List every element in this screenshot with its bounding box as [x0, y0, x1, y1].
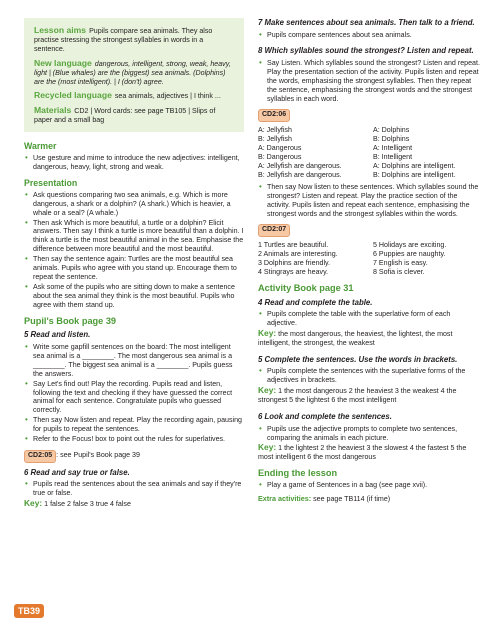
sentence-item: 8 Sofia is clever. — [373, 268, 425, 277]
dialogue-line: A: Dolphins are intelligent. — [373, 161, 456, 170]
activity-book-heading: Activity Book page 31 — [258, 282, 354, 293]
exercise-5-bullet-2: • Say Let's find out! Play the recording. Pupils read and listen, following the text and checking if they have guessed the correct animal for each sentence. Congratulate pupils who guessed correctly. — [33, 380, 244, 416]
materials-label: Materials — [34, 105, 72, 116]
presentation-bullet-4: • Ask some of the pupils who are sitting down to make a sentence about the sea animal they think is the most beautiful. Pupils who agree with them stand up. — [33, 283, 244, 310]
key-answers: 1 false 2 false 3 true 4 false — [44, 500, 131, 509]
exercise-8-list — [258, 59, 480, 104]
cd-track-tag: CD2:07 — [258, 224, 290, 237]
ending-list — [258, 481, 480, 490]
presentation-bullet-1: • Ask questions comparing two sea animals, e.g. Which is more dangerous, a shark or a dolphin? (A shark.) Which is heavier, a whale or a seal? (A whale.) — [33, 191, 244, 218]
ab-exercise-4-list — [258, 310, 480, 328]
extra-activities-label: Extra activities: — [258, 494, 312, 504]
key-label: Key: — [258, 328, 277, 339]
warmer-bullet: • Use gesture and mime to introduce the new adjectives: intelligent, dangerous, heavy, light, strong and weak. — [33, 154, 244, 172]
ab-exercise-5-title: 5 Complete the sentences. Use the words in brackets. — [258, 354, 458, 364]
lesson-aims-text: Pupils compare sea animals. They also practise stressing the strongest syllables in words in a sentence. — [34, 27, 213, 53]
sentence-item: 6 Puppies are naughty. — [373, 250, 446, 259]
exercise-6-bullet: • Pupils read the sentences about the sea animals and say if they're true or false. — [33, 480, 244, 498]
cd-track-note: : see Pupil's Book page 39 — [56, 450, 140, 459]
exercise-7-list — [258, 31, 480, 40]
dialogue-line: B: Intelligent — [373, 153, 413, 162]
dialogue-line: B: Dolphins are intelligent. — [373, 170, 456, 179]
exercise-6-list — [24, 480, 244, 498]
sentence-item: 5 Holidays are exciting. — [373, 241, 447, 250]
warmer-heading: Warmer — [24, 141, 57, 152]
dialogue-line: B: Dangerous — [258, 153, 302, 162]
materials-text: CD2 | Word cards: see page TB105 | Slips of paper and a small bag — [34, 107, 216, 125]
pupils-book-heading: Pupil's Book page 39 — [24, 315, 117, 326]
exercise-5-list — [24, 343, 244, 444]
exercise-6-key — [24, 499, 244, 509]
exercise-7-title: 7 Make sentences about sea animals. Then talk to a friend. — [258, 18, 475, 27]
recycled-language-label: Recycled language — [34, 90, 112, 101]
ending-heading: Ending the lesson — [258, 468, 338, 479]
exercise-5-bullet-3: • Then say Now listen and repeat. Play the recording again, pausing for pupils to repeat the sentences. — [33, 416, 244, 434]
dialogue-grid — [258, 126, 480, 179]
lesson-summary-box — [24, 18, 244, 132]
right-column — [258, 18, 480, 504]
dialogue-line: A: Dangerous — [258, 144, 302, 153]
key-label: Key: — [258, 385, 277, 396]
dialogue-line: B: Jellyfish — [258, 135, 292, 144]
ab-exercise-4-key — [258, 329, 480, 348]
sentence-item: 7 English is easy. — [373, 259, 428, 268]
ab-exercise-6-bullet: • Pupils use the adjective prompts to complete two sentences, comparing the animals in each picture. — [267, 425, 480, 443]
presentation-list — [24, 191, 244, 310]
new-language-text: dangerous, intelligent, strong, weak, heavy, light | (Blue whales) are the (biggest) sea animals. (Dolphins) are the (most intelligent). | I (don't) agree. — [34, 59, 231, 86]
page-number: TB39 — [14, 604, 44, 618]
extra-activities-text: see page TB114 (if time) — [313, 495, 391, 504]
ab-exercise-6-list — [258, 425, 480, 443]
exercise-8-title: 8 Which syllables sound the strongest? Listen and repeat. — [258, 46, 474, 56]
cd-track-06-row — [258, 109, 480, 122]
dialogue-line: B: Dolphins — [373, 135, 410, 144]
new-language-label: New language — [34, 57, 92, 68]
warmer-list — [24, 154, 244, 172]
exercise-8-bullet: • Say Listen. Which syllables sound the strongest? Listen and repeat. Play the presentation section of the activity. Pupils listen and repeat the words, emphasising the strongest syllables. Then they repeat the sentence, emphasising the strongest words and the strongest syllables in each word. — [267, 59, 480, 104]
sentence-item: 1 Turtles are beautiful. — [258, 241, 329, 250]
cd-track-05-row — [24, 450, 244, 463]
recycled-language-text: sea animals, adjectives | I think ... — [114, 92, 221, 101]
ending-bullet: • Play a game of Sentences in a bag (see page xvii). — [267, 481, 480, 490]
exercise-5-title: 5 Read and listen. — [24, 330, 91, 340]
ab-exercise-4-title: 4 Read and complete the table. — [258, 297, 373, 307]
ab-exercise-5-key — [258, 386, 480, 405]
key-answers: 1 the most dangerous 2 the heaviest 3 the weakest 4 the strongest 5 the lightest 6 the most intelligent — [258, 387, 457, 405]
cd-track-07-row — [258, 224, 480, 237]
cd-track-tag: CD2:06 — [258, 109, 290, 122]
presentation-bullet-2: • Then ask Which is more beautiful, a turtle or a dolphin? Elicit answers. Then say I think a turtle is more beautiful than a dolphin. I think a turtle is the most beautiful animal in the sea. Emphasise the difference between more beautiful and the most beautiful. — [33, 219, 244, 255]
key-label: Key: — [258, 442, 277, 453]
presentation-heading: Presentation — [24, 177, 78, 188]
key-label: Key: — [24, 498, 43, 509]
lesson-aims-label: Lesson aims — [34, 25, 87, 35]
key-answers: the most dangerous, the heaviest, the lightest, the most intelligent, the strongest, the weakest — [258, 330, 453, 348]
sentence-item: 2 Animals are interesting. — [258, 250, 338, 259]
exercise-5-bullet-4: • Refer to the Focus! box to point out the rules for superlatives. — [33, 435, 244, 444]
sentence-item: 3 Dolphins are friendly. — [258, 259, 331, 268]
dialogue-line: A: Dolphins — [373, 126, 410, 135]
extra-activities — [258, 495, 480, 504]
sentence-item: 4 Stingrays are heavy. — [258, 268, 329, 277]
key-answers: 1 the lightest 2 the heaviest 3 the slowest 4 the fastest 5 the most intelligent 6 the most dangerous — [258, 444, 467, 462]
ab-exercise-5-list — [258, 367, 480, 385]
cd-track-tag: CD2:05 — [24, 450, 56, 463]
presentation-bullet-3: • Then say the sentence again: Turtles are the most beautiful sea animals. Pupils who agree with you stand up. Encourage them to repeat the sentence. — [33, 255, 244, 282]
exercise-8-bullet-2: • Then say Now listen to these sentences. Which syllables sound the strongest? Listen and repeat. Play the practice section of the activity. Pupils listen and repeat each sentence, emphasising the strongest words and the strongest syllables within the words. — [267, 183, 480, 219]
dialogue-line: A: Jellyfish — [258, 126, 292, 135]
exercise-5-bullet-1: • Write some gapfill sentences on the board: The most intelligent sea animal is a ________. The most dangerous sea animal is a ________. The biggest sea animal is a ________. Pupils guess the answers. — [33, 343, 244, 379]
ab-exercise-6-key — [258, 443, 480, 462]
exercise-7-bullet: • Pupils compare sentences about sea animals. — [267, 31, 480, 40]
dialogue-line: B: Jellyfish are dangerous. — [258, 170, 342, 179]
dialogue-line: A: Intelligent — [373, 144, 413, 153]
left-column — [24, 18, 244, 509]
exercise-6-title: 6 Read and say true or false. — [24, 467, 130, 477]
ab-exercise-6-title: 6 Look and complete the sentences. — [258, 412, 392, 422]
dialogue-line: A: Jellyfish are dangerous. — [258, 161, 342, 170]
sentences-grid — [258, 241, 480, 277]
ab-exercise-5-bullet: • Pupils complete the sentences with the superlative forms of the adjectives in brackets. — [267, 367, 480, 385]
exercise-8-list-2 — [258, 183, 480, 219]
ab-exercise-4-bullet: • Pupils complete the table with the superlative form of each adjective. — [267, 310, 480, 328]
